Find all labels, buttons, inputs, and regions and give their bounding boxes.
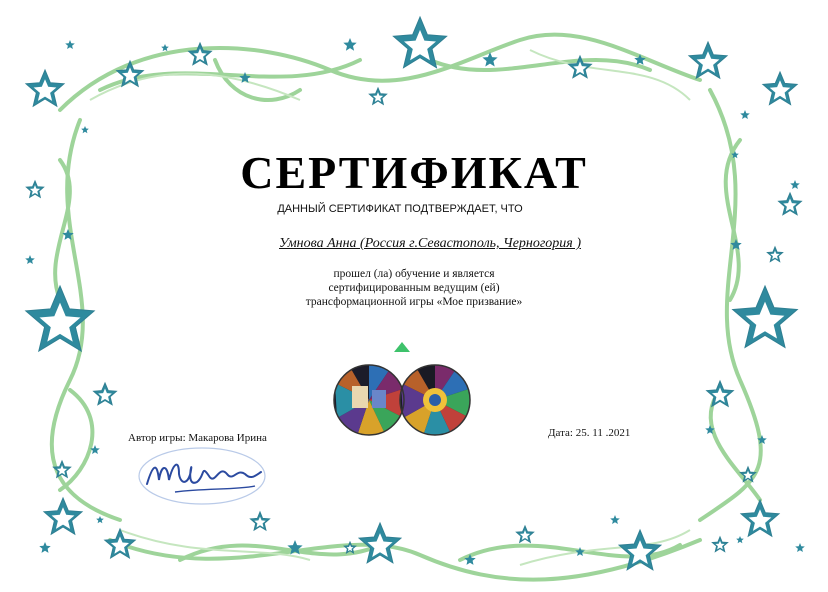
star-icon <box>634 54 645 65</box>
star-icon <box>707 381 734 406</box>
star-icon <box>189 43 212 65</box>
star-icon <box>90 445 100 454</box>
star-icon <box>161 44 169 51</box>
star-icon <box>795 543 805 552</box>
star-icon <box>26 286 94 351</box>
star-icon <box>96 516 104 523</box>
star-icon <box>757 435 767 444</box>
star-icon <box>344 542 355 553</box>
star-icon <box>575 547 585 556</box>
star-icon <box>359 523 401 563</box>
star-icon <box>516 526 533 542</box>
star-icon <box>25 255 35 264</box>
star-icon <box>689 42 727 78</box>
body-line-1: прошел (ла) обучение и является <box>333 268 495 280</box>
star-icon <box>730 239 741 250</box>
star-icon <box>393 17 446 68</box>
star-icon <box>763 72 797 105</box>
star-icon <box>62 229 73 240</box>
star-icon <box>740 467 755 482</box>
star-icon <box>251 512 270 530</box>
star-icon <box>369 88 386 104</box>
star-icon <box>741 500 779 536</box>
star-icon <box>94 383 117 405</box>
signature-image <box>135 444 270 508</box>
star-icon <box>343 38 356 51</box>
certificate-subtitle: ДАННЫЙ СЕРТИФИКАТ ПОДТВЕРЖДАЕТ, ЧТО <box>277 203 523 215</box>
star-icon <box>767 247 782 262</box>
star-icon <box>740 110 750 119</box>
game-author: Автор игры: Макарова Ирина <box>128 432 267 444</box>
star-icon <box>53 461 70 477</box>
star-icon <box>569 56 592 78</box>
recipient-name: Умнова Анна (Россия г.Севастополь, Черногория ) <box>279 236 581 251</box>
star-icon <box>81 126 89 133</box>
star-icon <box>239 72 250 83</box>
star-icon <box>464 554 475 565</box>
star-icon <box>105 529 135 558</box>
star-icon <box>619 530 661 570</box>
star-icon <box>287 540 302 555</box>
star-icon <box>712 537 727 552</box>
certificate-date: Дата: 25. 11 .2021 <box>548 427 631 439</box>
star-icon <box>44 498 82 534</box>
star-icon <box>705 425 715 434</box>
star-icon <box>117 61 144 86</box>
star-icon <box>26 70 64 106</box>
body-line-3: трансформационной игры «Мое призвание» <box>305 296 523 308</box>
emblem-image <box>332 338 472 462</box>
body-line-2: сертифицированным ведущим (ей) <box>328 282 500 294</box>
star-icon <box>65 40 75 49</box>
certificate-title: СЕРТИФИКАТ <box>240 147 588 198</box>
star-icon <box>39 542 50 553</box>
star-icon <box>482 52 497 67</box>
star-icon <box>736 536 744 543</box>
star-icon <box>733 286 798 348</box>
star-icon <box>610 515 620 524</box>
